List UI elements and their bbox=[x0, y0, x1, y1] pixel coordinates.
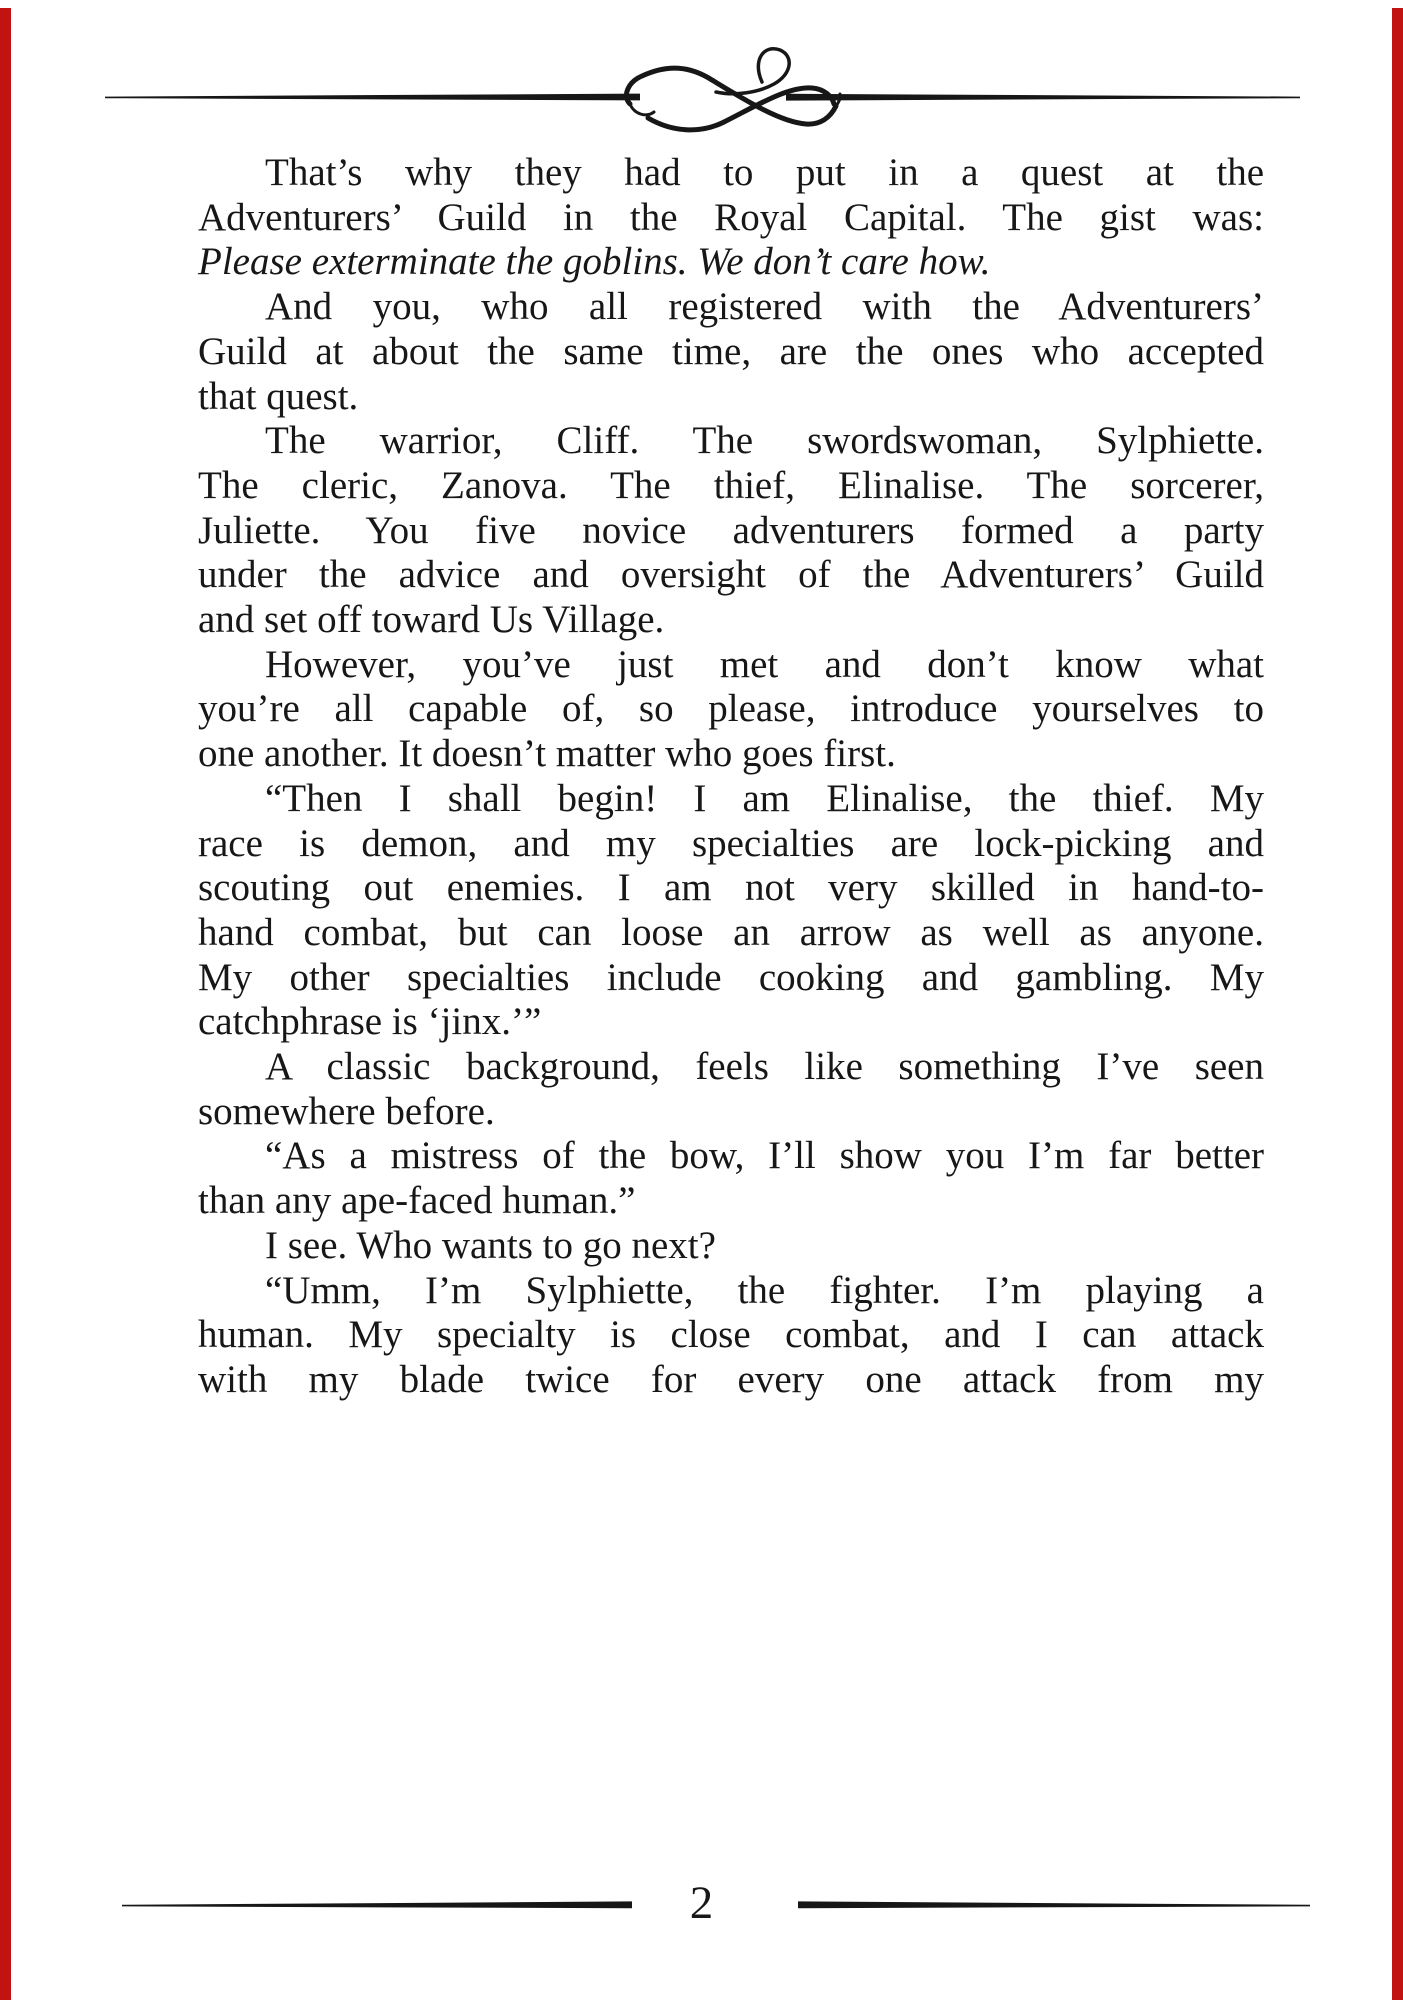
text-line: somewhere before. bbox=[198, 1089, 495, 1133]
divider-flourish-icon bbox=[626, 49, 840, 130]
text-line: I see. Who wants to go next? bbox=[265, 1223, 716, 1267]
page-edge-right bbox=[1392, 8, 1403, 2000]
paragraph bbox=[198, 285, 1264, 419]
page-number: 2 bbox=[689, 1877, 714, 1929]
text-line: Please exterminate the goblins. We don’t care how. bbox=[198, 240, 991, 284]
text-line: than any ape-faced human.” bbox=[198, 1179, 636, 1223]
text-line: one another. It doesn’t matter who goes first. bbox=[198, 732, 896, 776]
text-line: you’re all capable of, so please, introduce yourselves to bbox=[198, 687, 1264, 731]
text-line: and set off toward Us Village. bbox=[198, 598, 665, 642]
text-line: Juliette. You five novice adventurers formed a party bbox=[198, 508, 1264, 552]
text-line: scouting out enemies. I am not very skilled in hand-to- bbox=[198, 866, 1264, 910]
paragraph bbox=[198, 1045, 1264, 1134]
text-line: Adventurers’ Guild in the Royal Capital. The gist was: bbox=[198, 195, 1264, 239]
paragraph bbox=[198, 151, 1264, 285]
body-text bbox=[198, 151, 1264, 1403]
paragraph bbox=[198, 1224, 1264, 1269]
text-line: human. My specialty is close combat, and I can attack bbox=[198, 1313, 1264, 1357]
text-line: The cleric, Zanova. The thief, Elinalise. The sorcerer, bbox=[198, 463, 1264, 507]
header-divider bbox=[0, 0, 1403, 150]
text-line: Guild at about the same time, are the ones who accepted bbox=[198, 329, 1264, 373]
text-line: My other specialties include cooking and gambling. My bbox=[198, 955, 1264, 999]
text-line: That’s why they had to put in a quest at the bbox=[265, 151, 1264, 194]
text-line: hand combat, but can loose an arrow as well as anyone. bbox=[198, 910, 1264, 954]
text-line: catchphrase is ‘jinx.’” bbox=[198, 1000, 542, 1044]
page-edge-left bbox=[0, 8, 11, 2000]
text-line: race is demon, and my specialties are lock-picking and bbox=[198, 821, 1264, 865]
text-line: under the advice and oversight of the Adventurers’ Guild bbox=[198, 553, 1264, 597]
paragraph bbox=[198, 777, 1264, 1045]
paragraph bbox=[198, 1269, 1264, 1403]
paragraph bbox=[198, 643, 1264, 777]
header-rule-right bbox=[786, 94, 1300, 101]
text-line: However, you’ve just met and don’t know what bbox=[265, 642, 1264, 686]
text-line: “Then I shall begin! I am Elinalise, the thief. My bbox=[265, 776, 1264, 820]
text-line: “As a mistress of the bow, I’ll show you I’m far better bbox=[265, 1134, 1264, 1178]
text-line: that quest. bbox=[198, 374, 359, 418]
text-line: “Umm, I’m Sylphiette, the fighter. I’m playing a bbox=[265, 1268, 1264, 1312]
header-rule-left bbox=[105, 94, 640, 101]
paragraph bbox=[198, 419, 1264, 643]
text-line: A classic background, feels like something I’ve seen bbox=[265, 1045, 1264, 1089]
text-line: The warrior, Cliff. The swordswoman, Sylphiette. bbox=[265, 419, 1264, 463]
text-line: And you, who all registered with the Adventurers’ bbox=[265, 285, 1264, 329]
paragraph bbox=[198, 1134, 1264, 1223]
text-line: with my blade twice for every one attack from my bbox=[198, 1357, 1264, 1401]
